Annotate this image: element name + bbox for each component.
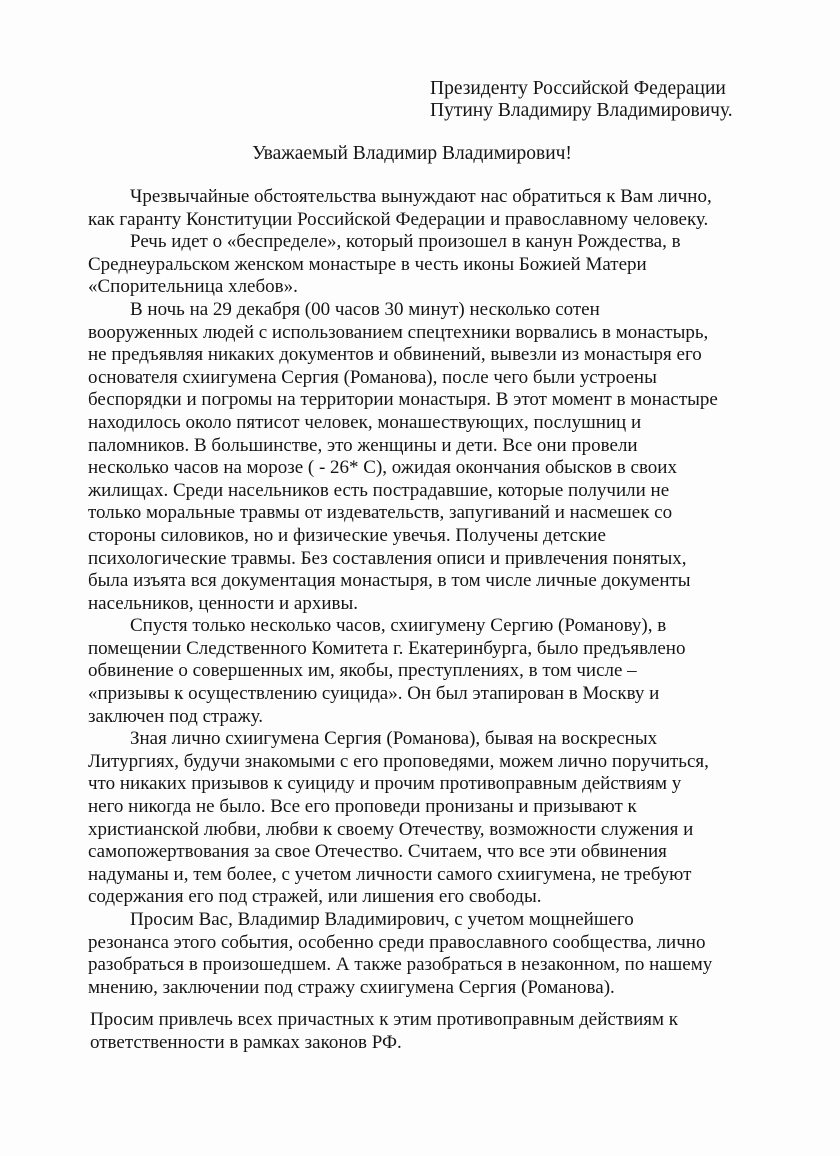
letter-body bbox=[88, 186, 828, 999]
text-line: надуманы и, тем более, с учетом личности самого схиигумена, не требуют bbox=[88, 863, 692, 885]
text-line: «призывы к осуществлению суицида». Он был этапирован в Москву и bbox=[88, 683, 660, 705]
text-line: Просим привлечь всех причастных к этим противоправным действиям к bbox=[90, 1009, 679, 1030]
text-line: Спустя только несколько часов, схиигумену Сергию (Романову), в bbox=[130, 615, 667, 637]
addressee-line: Президенту Российской Федерации bbox=[430, 78, 726, 99]
text-line: была изъята вся документация монастыря, в том числе личные документы bbox=[88, 570, 691, 592]
text-line: помещении Следственного Комитета г. Екатеринбурга, было предъявлено bbox=[88, 637, 686, 659]
text-line: мнению, заключении под стражу схиигумена Сергия (Романова). bbox=[88, 976, 615, 998]
text-line: несколько часов на морозе ( - 26* С), ожидая окончания обысков в своих bbox=[88, 457, 677, 479]
salutation bbox=[0, 143, 840, 166]
addressee-block bbox=[430, 78, 830, 122]
text-line: Литургиях, будучи знакомыми с его проповедями, можем лично поручиться, bbox=[88, 750, 709, 772]
text-line: В ночь на 29 декабря (00 часов 30 минут) несколько сотен bbox=[130, 298, 600, 320]
text-line: ответственности в рамках законов РФ. bbox=[90, 1031, 402, 1053]
paragraph bbox=[88, 909, 828, 999]
text-line: обвинение о совершенных им, якобы, преступлениях, в том числе – bbox=[88, 660, 637, 682]
text-line: Зная лично схиигумена Сергия (Романова), бывая на воскресных bbox=[130, 728, 658, 750]
text-line: христианской любви, любви к своему Отечеству, возможности служения и bbox=[88, 818, 694, 840]
addressee-line: Путину Владимиру Владимировичу. bbox=[430, 100, 733, 121]
text-line: самопожертвования за свое Отечество. Считаем, что все эти обвинения bbox=[88, 841, 667, 863]
text-line: не предъявляя никаких документов и обвинений, вывезли из монастыря его bbox=[88, 344, 702, 366]
paragraph bbox=[88, 728, 828, 909]
text-line: Среднеуральском женском монастыре в честь иконы Божией Матери bbox=[88, 253, 647, 275]
text-line: насельников, ценности и архивы. bbox=[88, 592, 358, 614]
text-line: Просим Вас, Владимир Владимирович, с учетом мощнейшего bbox=[130, 909, 634, 930]
text-line: как гаранту Конституции Российской Федерации и православному человеку. bbox=[88, 208, 709, 230]
text-line: паломников. В большинстве, это женщины и дети. Все они провели bbox=[88, 434, 638, 456]
paragraph bbox=[88, 615, 828, 728]
text-line: вооруженных людей с использованием спецтехники ворвались в монастырь, bbox=[88, 321, 709, 343]
text-line: него никогда не было. Все его проповеди пронизаны и призывают к bbox=[88, 796, 637, 818]
text-line: стороны силовиков, но и физические увечья. Получены детские bbox=[88, 524, 606, 546]
paragraph bbox=[88, 186, 828, 231]
paragraph bbox=[88, 231, 828, 299]
text-line: что никаких призывов к суициду и прочим противоправным действиям у bbox=[88, 773, 682, 795]
text-line: содержания его под стражей, или лишения его свободы. bbox=[88, 886, 542, 908]
closing-paragraph bbox=[90, 1009, 830, 1054]
text-line: только моральные травмы от издевательств, запугиваний и насмешек со bbox=[88, 502, 673, 524]
paragraph bbox=[88, 299, 828, 615]
text-line: заключен под стражу. bbox=[88, 705, 263, 727]
text-line: жилищах. Среди насельников есть пострадавшие, которые получили не bbox=[88, 479, 670, 501]
text-line: Чрезвычайные обстоятельства вынуждают нас обратиться к Вам лично, bbox=[130, 186, 712, 207]
text-line: находилось около пятисот человек, монашествующих, послушниц и bbox=[88, 411, 642, 433]
text-line: «Спорительница хлебов». bbox=[88, 276, 298, 298]
text-line: резонанса этого события, особенно среди православного сообщества, лично bbox=[88, 931, 706, 953]
text-line: основателя схиигумена Сергия (Романова), после чего были устроены bbox=[88, 366, 657, 388]
salutation-text: Уважаемый Владимир Владимирович! bbox=[252, 143, 572, 164]
text-line: разобраться в произошедшем. А также разобраться в незаконном, по нашему bbox=[88, 954, 713, 976]
text-line: психологические травмы. Без составления описи и привлечения понятых, bbox=[88, 547, 687, 569]
text-line: Речь идет о «беспределе», который произошел в канун Рождества, в bbox=[130, 231, 681, 253]
text-line: беспорядки и погромы на территории монастыря. В этот момент в монастыре bbox=[88, 389, 718, 411]
